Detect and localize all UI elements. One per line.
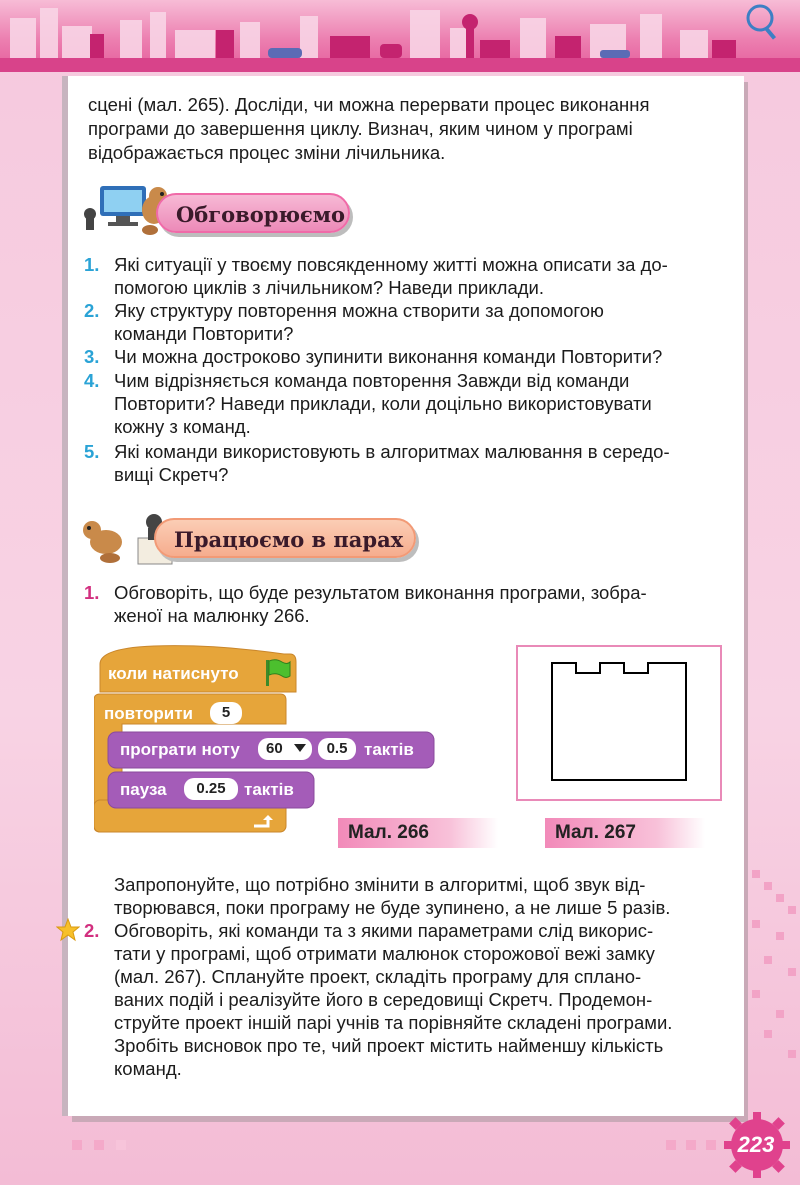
pairs-section-header: Працюємо в парах — [154, 518, 416, 558]
discuss-section-header: Обговорюємо — [156, 193, 350, 233]
scratch-repeat-count: 5 — [210, 702, 242, 724]
discuss-item-4-line-2: Повторити? Наведи приклади, коли доцільно використовувати — [114, 393, 652, 414]
discuss-item-4-number: 4. — [84, 370, 100, 391]
discuss-item-5-line-1: Які команди використовують в алгоритмах малювання в середо- — [114, 441, 670, 462]
discuss-item-2-line-1: Яку структуру повторення можна створити за допомогою — [114, 300, 604, 321]
discuss-item-5-number: 5. — [84, 441, 100, 462]
scratch-pause-value: 0.25 — [184, 778, 238, 800]
pairs-item-2-line-5: струйте проект іншій парі учнів та порівняйте складені програми. — [114, 1012, 673, 1033]
discuss-item-3-number: 3. — [84, 346, 100, 367]
pairs-item-1-number: 1. — [84, 582, 100, 603]
scratch-beats-value: 0.5 — [318, 738, 356, 760]
figure-266-label: Мал. 266 — [338, 818, 498, 848]
figure-267-label: Мал. 267 — [545, 818, 705, 848]
discuss-item-5-line-2: вищі Скретч? — [114, 464, 229, 485]
scratch-note-dropdown — [258, 738, 312, 760]
pairs-item-1-line-2: женої на малюнку 266. — [114, 605, 310, 626]
pairs-item-2-line-6: Зробіть висновок про те, чий проект містить найменшу кількість — [114, 1035, 664, 1056]
decor-square — [94, 1140, 104, 1150]
decor-square — [72, 1140, 82, 1150]
dropdown-arrow-icon — [294, 744, 306, 752]
scratch-repeat-label: повторити — [104, 704, 193, 723]
pairs-item-1-continued-line-1: Запропонуйте, що потрібно змінити в алгоритмі, щоб звук від- — [114, 874, 646, 895]
city-skyline-illustration — [0, 0, 800, 72]
top-city-banner — [0, 0, 800, 72]
pairs-item-2-number: 2. — [84, 920, 100, 941]
decor-square — [706, 1140, 716, 1150]
intro-line-2: програми до завершення циклу. Визнач, яким чином у програмі — [88, 118, 633, 139]
discuss-item-2-number: 2. — [84, 300, 100, 321]
discuss-item-1-line-1: Які ситуації у твоєму повсякденному житті можна описати за до- — [114, 254, 668, 275]
pairs-item-2-line-7: команд. — [114, 1058, 182, 1079]
scratch-hat-block: коли натиснуто — [108, 664, 239, 683]
pairs-item-2-line-1: Обговоріть, які команди та з якими параметрами слід викорис- — [114, 920, 654, 941]
pairs-item-1-continued-line-2: творювався, поки програму не буде зупинено, а не лише 5 разів. — [114, 897, 671, 918]
scratch-play-unit: тактів — [364, 740, 414, 759]
decor-square — [686, 1140, 696, 1150]
castle-tower-drawing — [516, 645, 722, 801]
intro-line-1: сцені (мал. 265). Досліди, чи можна перервати процес виконання — [88, 94, 650, 115]
discuss-item-1-line-2: помогою циклів з лічильником? Наведи приклади. — [114, 277, 544, 298]
page-number: 223 — [737, 1132, 775, 1157]
scratch-pause-unit: тактів — [244, 780, 294, 799]
scratch-play-note-label: програти ноту — [120, 740, 240, 759]
pairs-item-2-line-3: (мал. 267). Сплануйте проект, складіть програму для сплано- — [114, 966, 642, 987]
scratch-note-value: 60 — [266, 740, 283, 757]
green-flag-icon — [262, 658, 292, 688]
discuss-item-4-line-1: Чим відрізняється команда повторення Завжди від команди — [114, 370, 630, 391]
discuss-item-4-line-3: кожну з команд. — [114, 416, 251, 437]
scratch-pause-label: пауза — [120, 780, 167, 799]
discuss-item-3-line-1: Чи можна достроково зупинити виконання команди Повторити? — [114, 346, 663, 367]
star-icon — [56, 918, 80, 942]
pairs-item-1-line-1: Обговоріть, що буде результатом виконання програми, зобра- — [114, 582, 647, 603]
pairs-item-2-line-4: ваних подій і реалізуйте його в середовищі Скретч. Продемон- — [114, 989, 653, 1010]
loop-arrow-icon — [252, 814, 274, 830]
pairs-item-2-line-2: тати у програмі, щоб отримати малюнок сторожової вежі замку — [114, 943, 655, 964]
discuss-item-1-number: 1. — [84, 254, 100, 275]
intro-line-3: відображається процес зміни лічильника. — [88, 142, 446, 163]
decor-square — [666, 1140, 676, 1150]
discuss-item-2-line-2: команди Повторити? — [114, 323, 294, 344]
decor-square — [116, 1140, 126, 1150]
